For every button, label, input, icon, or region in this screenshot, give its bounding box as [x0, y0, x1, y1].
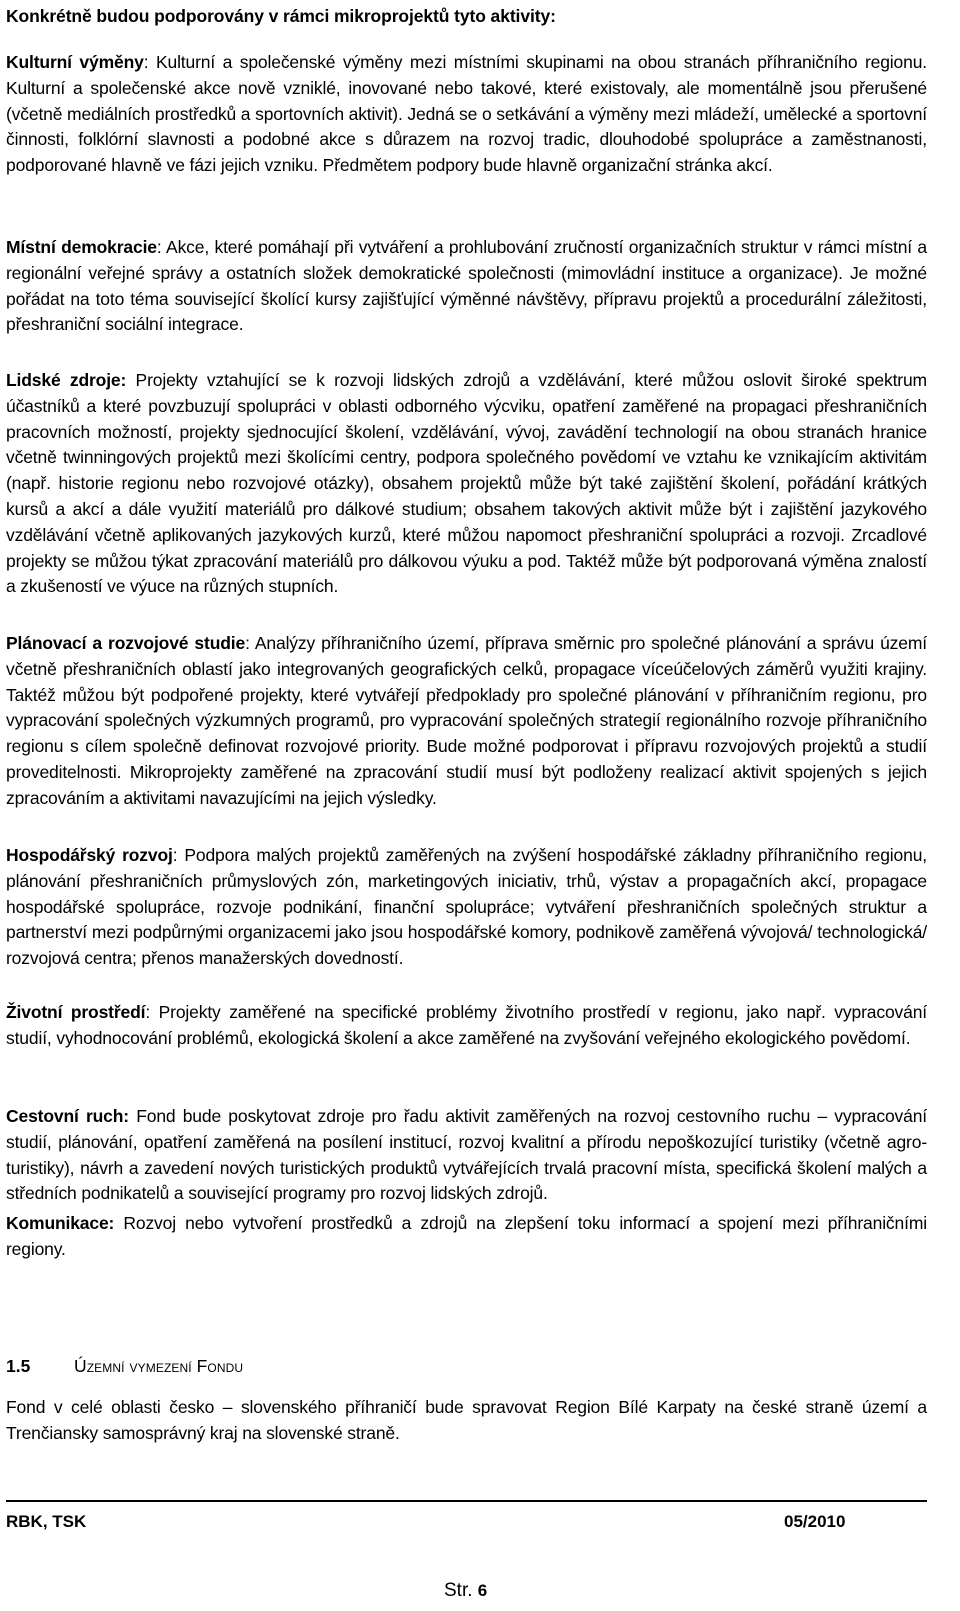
term-tourism: Cestovní ruch: [6, 1106, 129, 1126]
section-title: Územní vymezení Fondu [74, 1356, 244, 1376]
paragraph-text: Podpora malých projektů zaměřených na zvýšení hospodářské základny příhraničního regionu, plánování přeshraničních průmyslových zón, marketingových iniciativ, trhů, výstav a propagačních akcí, propagace hospodářské spolupráce, rozvoje podnikání, finanční spolupráce; vytváření přeshraničních společných struktur a partnerství mezi podpůrnými organizacemi jako jsou hospodářské komory, podnikově zaměřená vývojová/ technologická/ rozvojová centra; přenos manažerských dovedností. [6, 845, 927, 969]
paragraph-text: Projekty zaměřené na specifické problémy životního prostředí v regionu, jako např. vypracování studií, vyhodnocování problémů, ekologická školení a akce zaměřené na zvyšování veřejného ekologického povědomí. [6, 1002, 928, 1048]
term-economic-development: Hospodářský rozvoj [6, 845, 173, 865]
term-separator: : [145, 1002, 151, 1022]
term-local-democracy: Místní demokracie [6, 237, 157, 257]
activities-heading: Konkrétně budou podporovány v rámci mikroprojektů tyto aktivity: [6, 6, 556, 26]
footer-left-text: RBK, TSK [6, 1512, 87, 1531]
term-environment: Životní prostředí [6, 1002, 146, 1022]
section-paragraph: Fond v celé oblasti česko – slovenského příhraničí bude spravovat Region Bílé Karpaty na české straně území a Trenčiansky samosprávný kraj na slovenské straně. [6, 1397, 927, 1443]
page-number-value: 6 [477, 1581, 488, 1600]
term-cultural-exchanges: Kulturní výměny [6, 52, 144, 72]
term-planning-studies: Plánovací a rozvojové studie [6, 633, 246, 653]
paragraph-environment [6, 1000, 927, 1052]
page-number-prefix: Str. [444, 1580, 473, 1601]
paragraph-planning-studies [6, 631, 927, 812]
term-human-resources: Lidské zdroje: [6, 370, 127, 390]
paragraph-communication [6, 1211, 927, 1263]
section-heading [6, 1356, 243, 1377]
paragraph-text: Projekty vztahující se k rozvoji lidských zdrojů a vzdělávání, které můžou oslovit široké spektrum účastníků a které povzbuzují spolupráci v oblasti odborného výcviku, opatření zaměřené na propagaci přeshraničních pracovních možností, projekty sjednocující školení, vzdělávání, vývoj, zavádění technologií na obou stranách hranice včetně twinningových projektů mezi školícími centry, podpora společného povědomí ve vztahu ke vznikajícím aktivitám (např. historie regionu nebo rozvojové otázky), obsahem projektů může být také zajištění školení, pořádání krátkých kursů a akcí a dále využití materiálů pro dálkové studium; obsahem takových aktivit může být i zajištění jazykového vzdělávání včetně aplikovaných jazykových kurzů, které můžou napomoct přeshraniční spolupráci a rozvoji. Zrcadlové projekty se můžou týkat zpracování materiálů pro dálkovou výuku a pod. Taktéž může být podporovaná výměna znalostí a zkušeností ve výuce na různých stupních. [6, 370, 927, 597]
paragraph-text: Akce, které pomáhají při vytváření a prohlubování zručností organizačních struktur v rámci místní a regionální veřejné správy a ostatních složek demokratické společnosti (mimovládní instituce a organizace). Je možné pořádat na toto téma související školící kursy zajišťující výměnné návštěvy, přípravu projektů a procedurální záležitosti, přeshraniční sociální integrace. [6, 237, 927, 335]
section-number: 1.5 [6, 1356, 31, 1376]
term-separator: : [143, 52, 149, 72]
paragraph-tourism [6, 1104, 927, 1207]
paragraph-human-resources [6, 368, 927, 600]
term-separator: : [172, 845, 178, 865]
paragraph-text: Analýzy příhraničního území, příprava směrnic pro společné plánování a správu území včetně přeshraničních oblastí jako integrovaných geografických celků, propagace víceúčelových záměrů využiti krajiny. Taktéž můžou být podpořené projekty, které vytvářejí předpoklady pro společné plánování v příhraničním regionu, pro vypracování společných výzkumných programů, pro vypracování společných strategií regionálního rozvoje příhraničního regionu s cílem společně definovat rozvojové priority. Bude možné podporovat i přípravu rozvojových projektů a studií proveditelnosti. Mikroprojekty zaměřené na zpracování studií musí být podloženy realizací aktivit spojených s jejich zpracováním a aktivitami navazujícími na jejich výsledky. [6, 633, 927, 808]
term-communication: Komunikace: [6, 1213, 115, 1233]
paragraph-text: Rozvoj nebo vytvoření prostředků a zdrojů na zlepšení toku informací a spojení mezi příhraničními regiony. [6, 1213, 927, 1259]
paragraph-text: Fond bude poskytovat zdroje pro řadu aktivit zaměřených na rozvoj cestovního ruchu – vypracování studií, plánování, opatření zaměřená na posílení institucí, rozvoj kvalitní a přírodu nepoškozující turistiky (včetně agro-turistiky), návrh a zavedení nových turistických produktů vytvářejících trvalá pracovní místa, specifická školení malých a středních podnikatelů a související programy pro rozvoj lidských zdrojů. [6, 1106, 928, 1204]
footer-divider [6, 1500, 927, 1502]
paragraph-text: Kulturní a společenské výměny mezi místními skupinami na obou stranách příhraničního regionu. Kulturní a společenské akce nově vzniklé, inovované nebo takové, které existovaly, ale momentálně jsou přerušené (včetně mediálních prostředků a sportovních aktivit). Jedná se o setkávání a výměny mezi mládeží, umělecké a sportovní činnosti, folklórní slavnosti a podobné akce s důrazem na rozvoj tradic, dlouhodobé spolupráce a zaměstnanosti, podporované hlavně ve fázi jejich vzniku. Předmětem podpory bude hlavně organizační stránka akcí. [6, 52, 927, 176]
paragraph-cultural-exchanges [6, 50, 927, 179]
paragraph-local-democracy [6, 235, 927, 338]
page-number [444, 1580, 487, 1602]
paragraph-economic-development [6, 843, 927, 972]
footer-right-text: 05/2010 [784, 1512, 846, 1531]
term-separator: : [156, 237, 162, 257]
term-separator: : [245, 633, 250, 653]
